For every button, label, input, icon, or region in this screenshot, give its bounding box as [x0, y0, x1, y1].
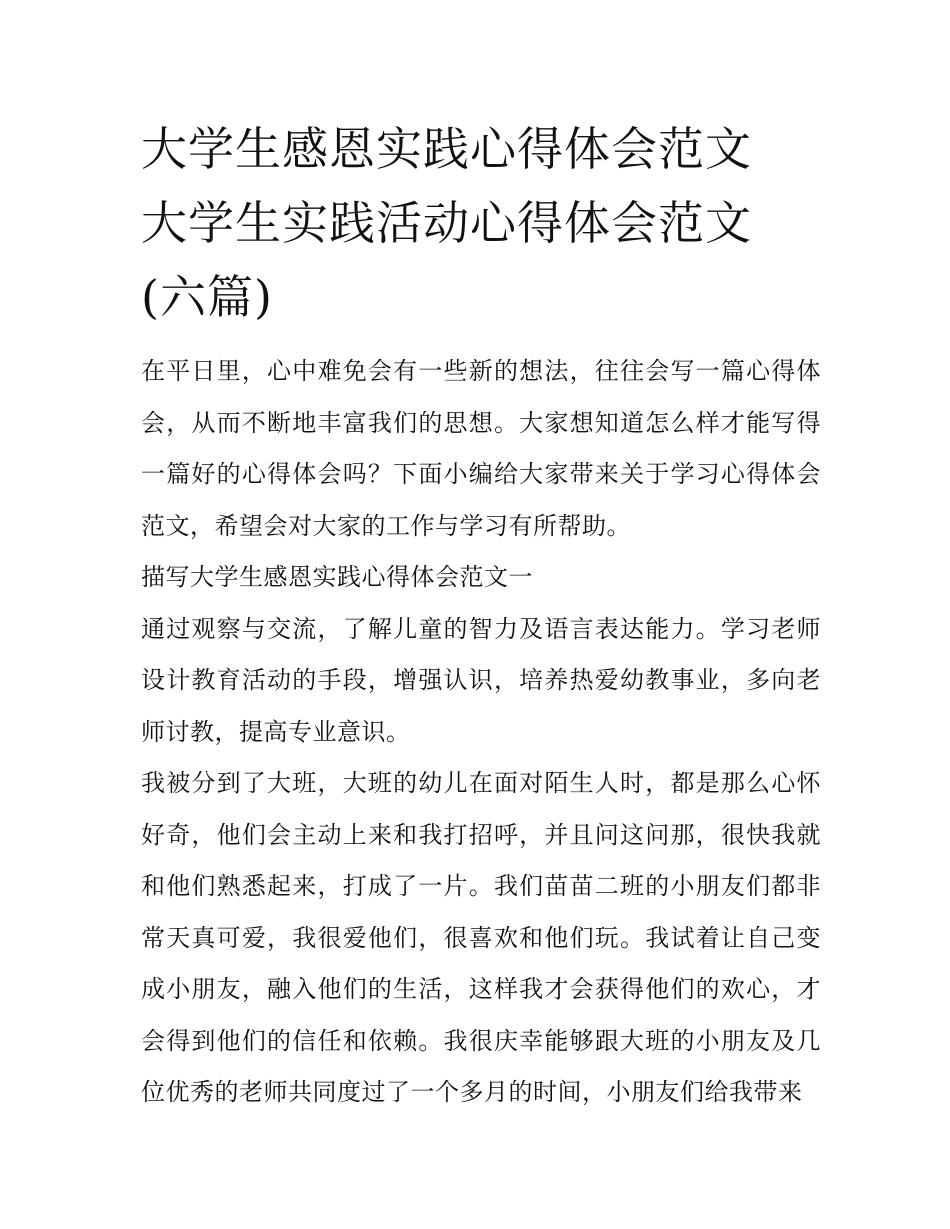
body-paragraph-1: 通过观察与交流，了解儿童的智力及语言表达能力。学习老师设计教育活动的手段，增强认识，培养热爱幼教事业，多向老师讨教，提高专业意识。: [141, 614, 821, 746]
document-page: [141, 112, 821, 1119]
intro-paragraph: 在平日里，心中难免会有一些新的想法，往往会写一篇心得体会，从而不断地丰富我们的思想。大家想知道怎么样才能写得一篇好的心得体会吗？下面小编给大家带来关于学习心得体会范文，希望会对大家的工作与学习有所帮助。: [141, 357, 821, 540]
title-line-2: 大学生实践活动心得体会范文: [141, 196, 752, 250]
document-body: [141, 346, 821, 1119]
title-line-3: (六篇): [141, 270, 273, 324]
document-title: [141, 112, 821, 334]
section-heading: 描写大学生感恩实践心得体会范文一: [141, 563, 533, 591]
title-line-1: 大学生感恩实践心得体会范文: [141, 122, 752, 176]
body-paragraph-2: 我被分到了大班，大班的幼儿在面对陌生人时，都是那么心怀好奇，他们会主动上来和我打招呼，并且问这问那，很快我就和他们熟悉起来，打成了一片。我们苗苗二班的小朋友们都非常天真可爱，我很爱他们，很喜欢和他们玩。我试着让自己变成小朋友，融入他们的生活，这样我才会获得他们的欢心，才会得到他们的信任和依赖。我很庆幸能够跟大班的小朋友及几位优秀的老师共同度过了一个多月的时间，小朋友们给我带来: [141, 769, 821, 1106]
